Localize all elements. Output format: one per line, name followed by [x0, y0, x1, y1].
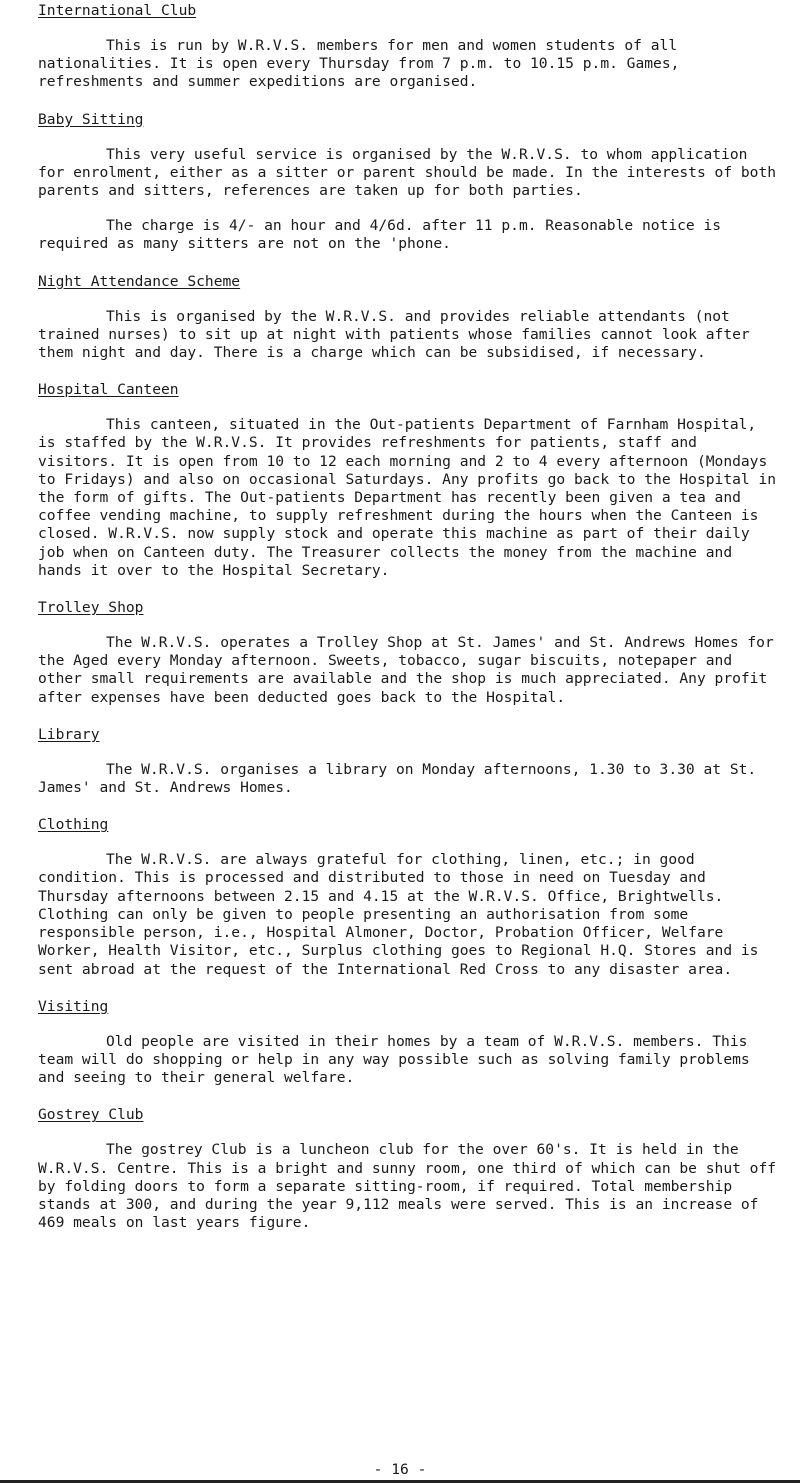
section	[38, 379, 782, 580]
page-number: - 16 -	[373, 1461, 427, 1478]
section-heading: Visiting	[38, 997, 109, 1015]
document-body	[38, 0, 782, 1232]
section	[38, 1104, 782, 1232]
section	[38, 271, 782, 363]
paragraph: This is run by W.R.V.S. members for men and women students of all nationalities. It is open every Thursday from 7 p.m. to 10.15 p.m. Games, refreshments and summer expeditions are organised.	[38, 37, 680, 91]
section-heading: Baby Sitting	[38, 110, 144, 128]
section	[38, 724, 782, 797]
section-heading: Trolley Shop	[38, 599, 144, 617]
paragraph: This is organised by the W.R.V.S. and provides reliable attendants (not trained nurses) to sit up at night with patients whose families cannot look after them night and day. There is a charge which can be subsidised, if necessary.	[38, 307, 750, 362]
section-heading: Hospital Canteen	[38, 381, 179, 399]
section	[38, 814, 782, 978]
section-heading: International Club	[38, 2, 197, 19]
section-heading: Night Attendance Scheme	[38, 272, 241, 290]
paragraph: The W.R.V.S. operates a Trolley Shop at St. James' and St. Andrews Homes for the Aged every Monday afternoon. Sweets, tobacco, sugar biscuits, notepaper and other small requirements are available and the shop is much appreciated. Any profit after expenses have been deducted goes back to the Hospital.	[38, 634, 774, 706]
section-heading: Clothing	[38, 816, 109, 834]
paragraph: The W.R.V.S. organises a library on Monday afternoons, 1.30 to 3.30 at St. James' and St. Andrews Homes.	[38, 760, 757, 797]
paragraph: This canteen, situated in the Out-patients Department of Farnham Hospital, is staffed by the W.R.V.S. It provides refreshments for patients, staff and visitors. It is open from 10 to 12 each morning and 2 to 4 every afternoon (Mondays to Fridays) and also on occasional Saturdays. Any profits go back to the Hospital in the form of gifts. The Out-patients Department has recently been given a tea and coffee vending machine, to supply refreshment during the hours when the Canteen is closed. W.R.V.S. now supply stock and operate this machine as part of their daily job when on Canteen duty. The Treasurer collects the money from the machine and hands it over to the Hospital Secretary.	[38, 416, 777, 579]
section-heading: Gostrey Club	[38, 1106, 144, 1124]
section	[38, 0, 782, 92]
section	[38, 109, 782, 254]
paragraph: The gostrey Club is a luncheon club for the over 60's. It is held in the W.R.V.S. Centre. This is a bright and sunny room, one third of which can be shut off by folding doors to form a separate sitting-room, if required. Total membership stands at 300, and during the year 9,112 meals were served. This is an increase of 469 meals on last years figure.	[38, 1141, 777, 1232]
paragraph: The charge is 4/- an hour and 4/6d. after 11 p.m. Reasonable notice is required as many sitters are not on the 'phone.	[38, 217, 722, 253]
section	[38, 597, 782, 707]
paragraph: This very useful service is organised by the W.R.V.S. to whom application for enrolment, either as a sitter or parent should be made. In the interests of both parents and sitters, references are taken up for both parties.	[38, 145, 777, 200]
section	[38, 996, 782, 1088]
paragraph: Old people are visited in their homes by a team of W.R.V.S. members. This team will do shopping or help in any way possible such as solving family problems and seeing to their general welfare.	[38, 1032, 750, 1087]
paragraph: The W.R.V.S. are always grateful for clothing, linen, etc.; in good condition. This is processed and distributed to those in need on Tuesday and Thursday afternoons between 2.15 and 4.15 at the W.R.V.S. Office, Brightwells. Clothing can only be given to people presenting an authorisation from some responsible person, i.e., Hospital Almoner, Doctor, Probation Officer, Welfare Worker, Health Visitor, etc., Surplus clothing goes to Regional H.Q. Stores and is sent abroad at the request of the International Red Cross to any disaster area.	[38, 851, 759, 978]
section-heading: Library	[38, 725, 100, 743]
